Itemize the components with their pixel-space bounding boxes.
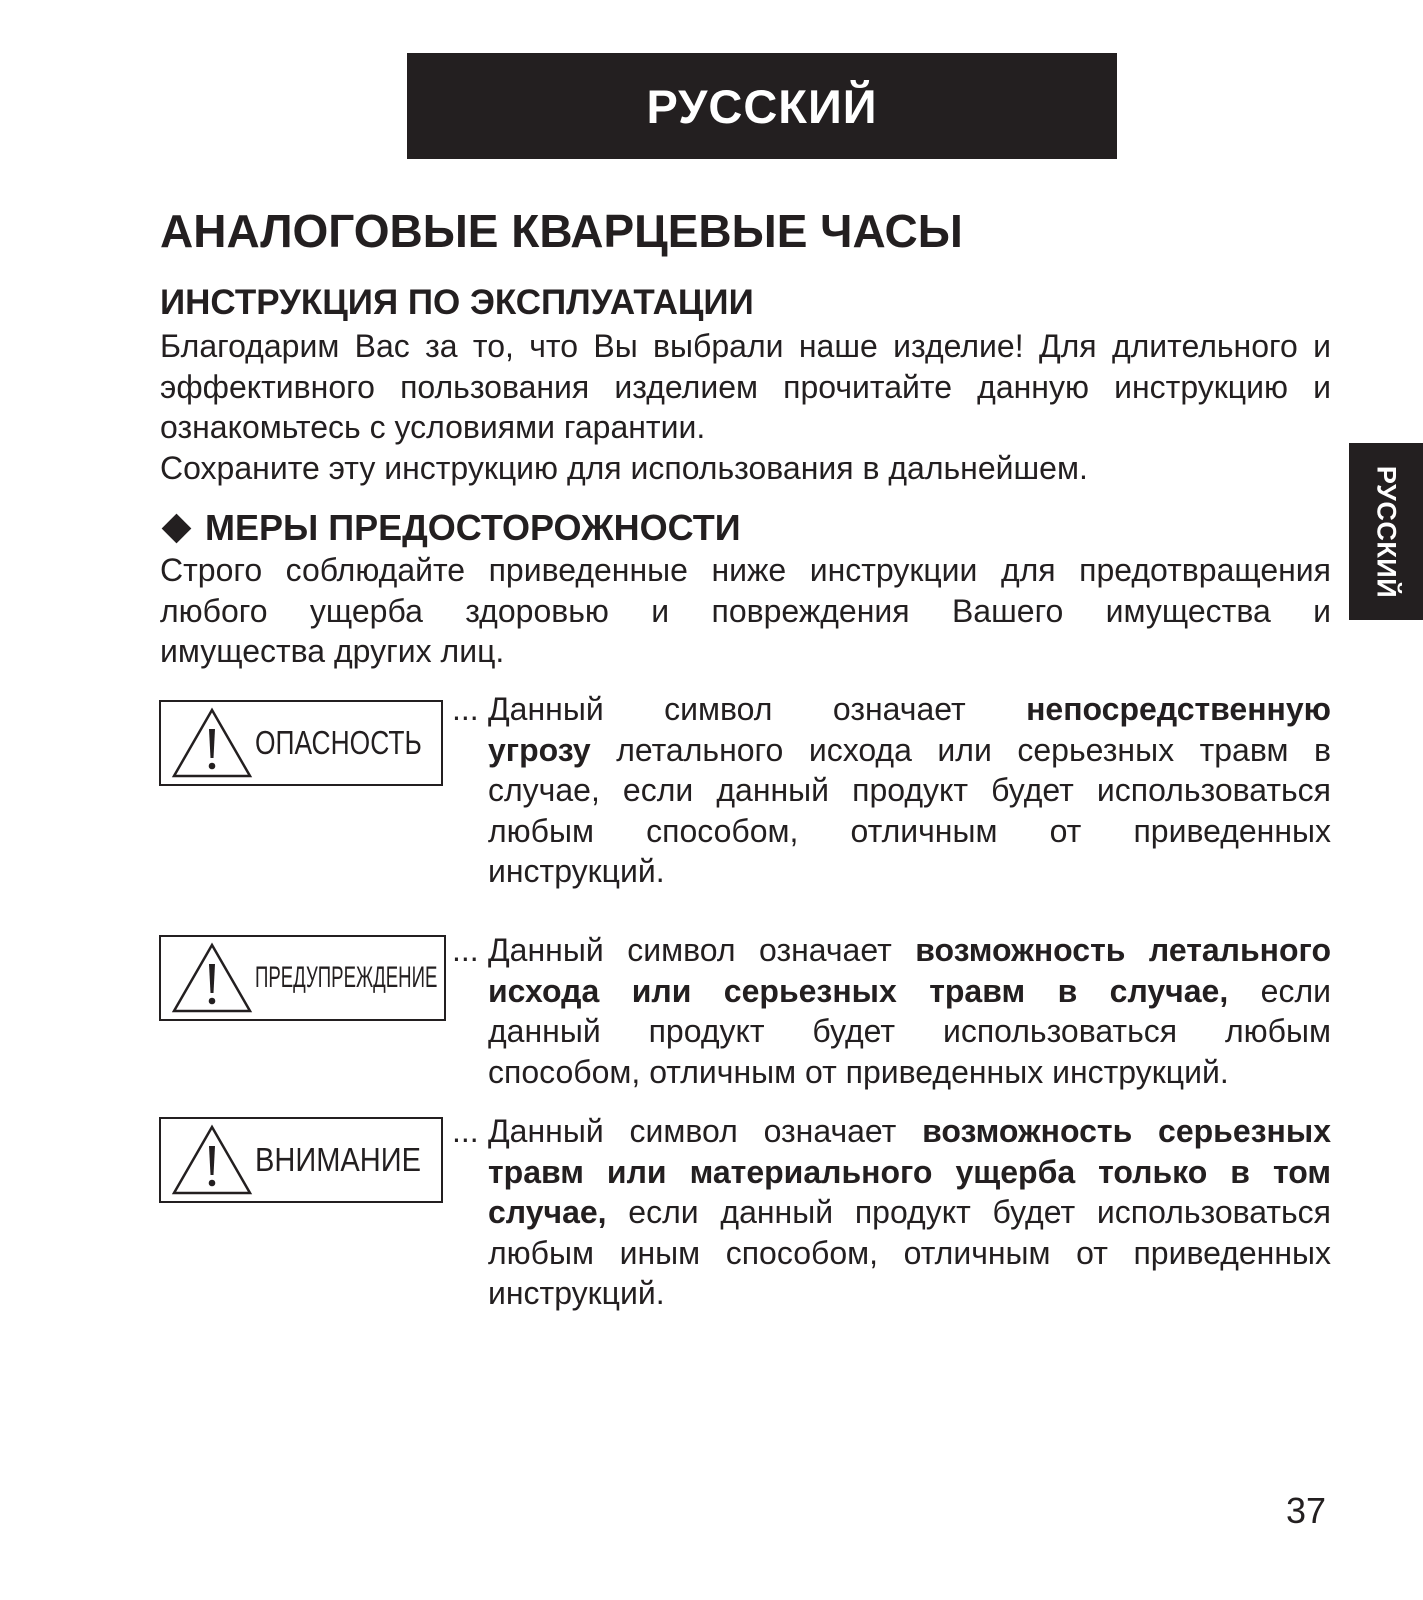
page-title: АНАЛОГОВЫЕ КВАРЦЕВЫЕ ЧАСЫ xyxy=(160,205,963,257)
precautions-line: любого ущерба здоровью и повреждения Вашего имущества и xyxy=(160,592,1331,629)
danger-leader-dots: ... xyxy=(452,691,479,727)
precautions-paragraph xyxy=(160,550,1331,672)
language-banner xyxy=(407,53,1117,159)
caution-description xyxy=(488,1111,1331,1314)
danger-description-line: Данный символ означает непосредственную xyxy=(488,691,1331,727)
danger-sign xyxy=(159,700,443,786)
warning-description-line: данный продукт будет использоваться любым xyxy=(488,1013,1331,1049)
caution-description-line: инструкций. xyxy=(488,1275,665,1311)
warning-description xyxy=(488,930,1331,1092)
warning-leader-dots: ... xyxy=(452,932,479,968)
warning-sign xyxy=(159,935,446,1021)
precautions-line: Строго соблюдайте приведенные ниже инструкции для предотвращения xyxy=(160,552,1331,588)
caution-description-line: Данный символ означает возможность серьезных xyxy=(488,1113,1331,1149)
danger-sign-label: ОПАСНОСТЬ xyxy=(255,723,422,761)
warning-triangle-icon xyxy=(170,941,254,1015)
danger-description-line: случае, если данный продукт будет использоваться xyxy=(488,772,1331,808)
language-side-tab-label: РУССКИЙ xyxy=(1371,465,1402,598)
warning-sign-label: ПРЕДУПРЕЖДЕНИЕ xyxy=(255,960,438,994)
intro-line: Благодарим Вас за то, что Вы выбрали наше изделие! Для длительного и xyxy=(160,328,1331,364)
danger-description xyxy=(488,689,1331,892)
intro-line: ознакомьтесь с условиями гарантии. xyxy=(160,409,706,445)
page-subtitle: ИНСТРУКЦИЯ ПО ЭКСПЛУАТАЦИИ xyxy=(160,283,754,322)
precautions-heading-text: МЕРЫ ПРЕДОСТОРОЖНОСТИ xyxy=(205,507,741,548)
caution-description-line: любым иным способом, отличным от приведенных xyxy=(488,1234,1331,1271)
caution-leader-dots: ... xyxy=(452,1113,479,1149)
language-banner-title: РУССКИЙ xyxy=(646,79,878,133)
intro-line: эффективного пользования изделием прочитайте данную инструкцию и xyxy=(160,368,1331,405)
keep-note: Сохраните эту инструкцию для использования в дальнейшем. xyxy=(160,449,1088,486)
warning-description-line: Данный символ означает возможность летального xyxy=(488,932,1332,968)
caution-description-line: случае, если данный продукт будет использоваться xyxy=(488,1194,1331,1230)
caution-sign xyxy=(159,1117,443,1203)
caution-description-line: травм или материального ущерба только в том xyxy=(488,1153,1331,1190)
page-number: 37 xyxy=(1286,1490,1327,1531)
precautions-heading xyxy=(160,507,741,549)
warning-description-line: исхода или серьезных травм в случае, если xyxy=(488,972,1332,1009)
precautions-line: имущества других лиц. xyxy=(160,633,505,669)
language-side-tab xyxy=(1349,443,1423,620)
warning-description-line: способом, отличным от приведенных инструкций. xyxy=(488,1053,1229,1090)
danger-description-line: инструкций. xyxy=(488,853,665,889)
danger-description-line: угрозу летального исхода или серьезных травм в xyxy=(488,731,1331,768)
caution-sign-label: ВНИМАНИЕ xyxy=(255,1140,421,1178)
danger-description-line: любым способом, отличным от приведенных xyxy=(488,812,1331,849)
warning-triangle-icon xyxy=(170,706,254,780)
intro-paragraph xyxy=(160,326,1331,488)
diamond-bullet-icon xyxy=(162,513,192,543)
warning-triangle-icon xyxy=(170,1123,254,1197)
